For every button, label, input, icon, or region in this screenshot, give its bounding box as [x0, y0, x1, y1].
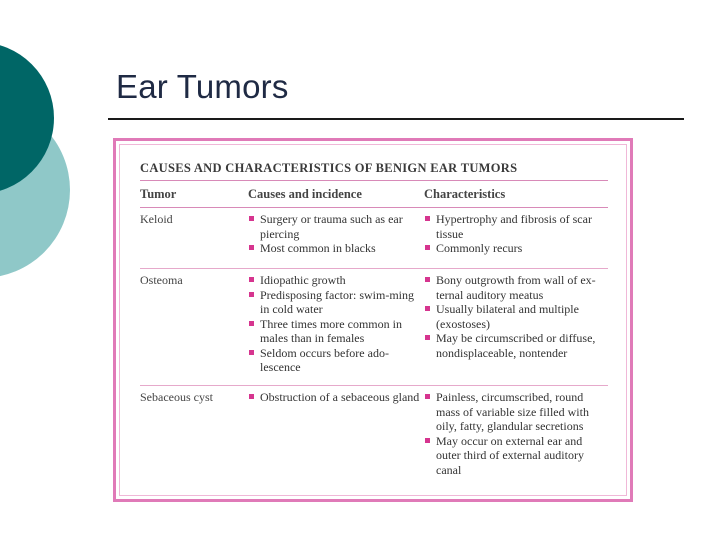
table-image-frame: [113, 138, 633, 502]
list-item: Hypertrophy and fibrosis of scar tissue: [424, 212, 608, 241]
list-item: Predisposing factor: swim-ming in cold water: [248, 288, 424, 317]
header-causes: Causes and incidence: [248, 187, 362, 201]
list-item: Bony outgrowth from wall of ex-ternal auditory meatus: [424, 273, 608, 302]
bullet-icon: [425, 216, 430, 221]
list-item: Surgery or trauma such as ear piercing: [248, 212, 424, 241]
bullet-icon: [249, 277, 254, 282]
table-header-row: [140, 181, 608, 207]
title-underline: [108, 118, 684, 120]
bullet-icon: [425, 277, 430, 282]
list-item: Seldom occurs before ado-lescence: [248, 346, 424, 375]
table-title: CAUSES AND CHARACTERISTICS OF BENIGN EAR TUMORS: [140, 161, 518, 175]
characteristics-cell: [424, 390, 608, 477]
list-item: Painless, circumscribed, round mass of variable size filled with oily, fatty, glandular secretions: [424, 390, 608, 434]
bullet-icon: [249, 394, 254, 399]
causes-cell: [248, 212, 424, 264]
list-item: May occur on external ear and outer third of external auditory canal: [424, 434, 608, 478]
bullet-icon: [425, 306, 430, 311]
tumor-name: Sebaceous cyst: [140, 390, 213, 404]
header-tumor: Tumor: [140, 187, 177, 201]
list-item: Commonly recurs: [424, 241, 608, 256]
bullet-icon: [249, 350, 254, 355]
bullet-icon: [249, 292, 254, 297]
list-item: Idiopathic growth: [248, 273, 424, 288]
list-item: Most common in blacks: [248, 241, 424, 256]
tumor-name: Osteoma: [140, 273, 183, 287]
causes-cell: [248, 273, 424, 381]
slide-title: Ear Tumors: [116, 68, 289, 105]
table-row: [140, 269, 608, 385]
list-item: May be circumscribed or diffuse, nondisplaceable, nontender: [424, 331, 608, 360]
bullet-icon: [425, 394, 430, 399]
bullet-icon: [249, 216, 254, 221]
decorative-circles: [0, 0, 80, 290]
characteristics-cell: [424, 273, 608, 381]
tumor-table: [119, 144, 627, 496]
list-item: Three times more common in males than in females: [248, 317, 424, 346]
bullet-icon: [249, 321, 254, 326]
bullet-icon: [425, 335, 430, 340]
characteristics-cell: [424, 212, 608, 264]
header-characteristics: Characteristics: [424, 187, 506, 201]
bullet-icon: [425, 245, 430, 250]
list-item: Usually bilateral and multiple (exostoses): [424, 302, 608, 331]
table-row: [140, 386, 608, 481]
causes-cell: [248, 390, 424, 477]
bullet-icon: [249, 245, 254, 250]
list-item: Obstruction of a sebaceous gland: [248, 390, 424, 405]
bullet-icon: [425, 438, 430, 443]
table-row: [140, 208, 608, 268]
tumor-name: Keloid: [140, 212, 173, 226]
circles-graphic: [0, 0, 80, 290]
